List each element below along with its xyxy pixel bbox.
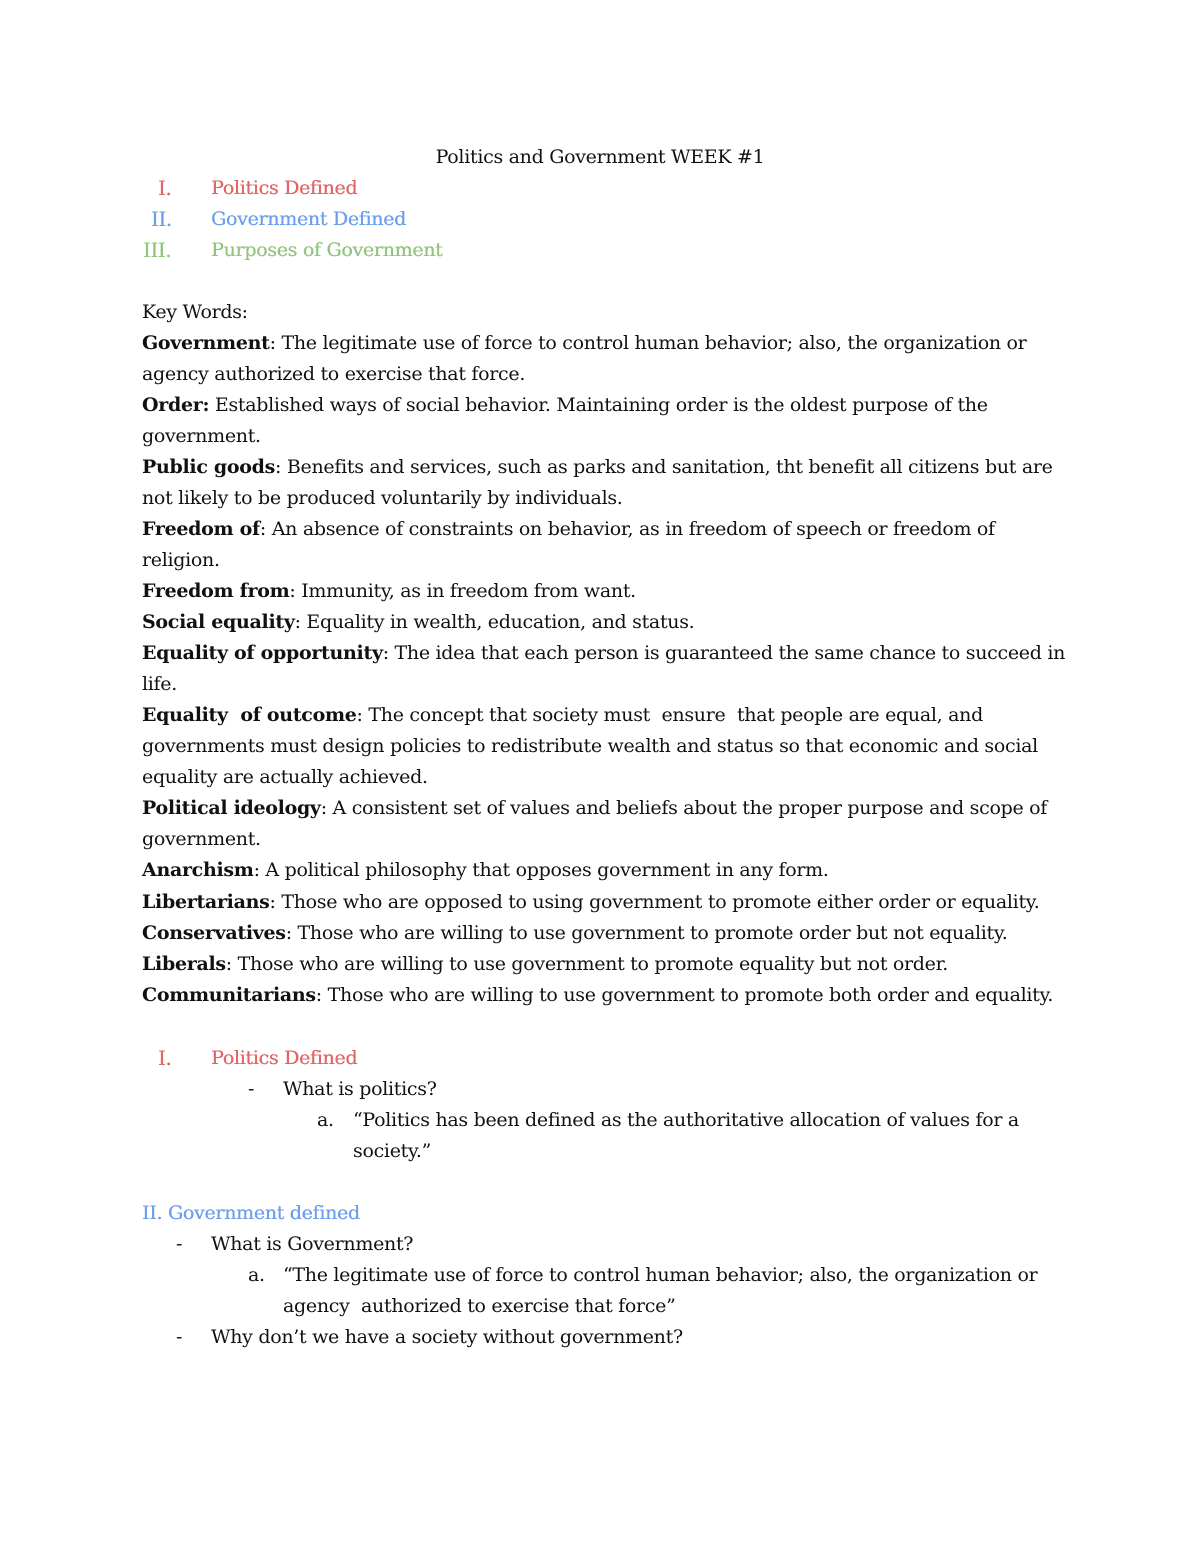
definition-text: governments must design policies to redistribute wealth and status so that economic and social: [142, 735, 1038, 757]
term: Order:: [142, 394, 210, 416]
definition-communitarians: [142, 980, 1053, 1011]
definition-social-equality: [142, 607, 694, 638]
definition-text: : An absence of constraints on behavior, as in freedom of speech or freedom of: [259, 518, 995, 540]
definition-text: : Immunity, as in freedom from want.: [289, 580, 636, 602]
list-marker: a.: [248, 1264, 265, 1286]
definition-text: : A consistent set of values and beliefs about the proper purpose and scope of: [320, 797, 1047, 819]
definition-text: government.: [142, 828, 261, 850]
outline-number: II.: [151, 208, 172, 231]
definition-libertarians: [142, 887, 1039, 918]
term: Government: [142, 332, 270, 354]
definition-text: life.: [142, 673, 177, 695]
definition-political-ideology: [142, 793, 1047, 824]
definition-text: government.: [142, 425, 261, 447]
bullet-dash: -: [248, 1078, 255, 1100]
term: Anarchism: [142, 859, 254, 881]
definition-anarchism: [142, 855, 829, 886]
definition-text: : The idea that each person is guaranteed the same chance to succeed in: [382, 642, 1066, 664]
definition-conservatives: [142, 918, 1008, 949]
definition-text: : Those who are willing to use government to promote equality but not order.: [225, 953, 949, 975]
definition-equality-of-outcome: [142, 700, 983, 731]
term: Freedom from: [142, 580, 290, 602]
outline-item-government-defined: Government Defined: [211, 208, 406, 230]
definition-text: : The legitimate use of force to control human behavior; also, the organization or: [269, 332, 1027, 354]
question-text: What is Government?: [211, 1233, 414, 1255]
definition-text: Established ways of social behavior. Maintaining order is the oldest purpose of the: [209, 394, 988, 416]
definition-freedom-of: [142, 514, 995, 545]
definition-text: equality are actually achieved.: [142, 766, 428, 788]
list-marker: a.: [317, 1109, 334, 1131]
definition-freedom-from: [142, 576, 636, 607]
section-heading: II. Government defined: [142, 1202, 360, 1224]
term: Political ideology: [142, 797, 321, 819]
definition-text: : The concept that society must ensure that people are equal, and: [356, 704, 983, 726]
term: Equality of outcome: [142, 704, 357, 726]
definition-text: : A political philosophy that opposes government in any form.: [253, 859, 829, 881]
definition-text: : Benefits and services, such as parks and sanitation, tht benefit all citizens but are: [275, 456, 1053, 478]
definition-text: agency authorized to exercise that force.: [142, 363, 526, 385]
answer-text: “Politics has been defined as the authoritative allocation of values for a: [353, 1109, 1019, 1131]
question-text: What is politics?: [283, 1078, 437, 1100]
outline-item-politics-defined: Politics Defined: [211, 177, 358, 199]
term: Communitarians: [142, 984, 316, 1006]
definition-text: : Those who are opposed to using government to promote either order or equality.: [269, 891, 1040, 913]
definition-public-goods: [142, 452, 1053, 483]
term: Public goods: [142, 456, 276, 478]
term: Freedom of: [142, 518, 260, 540]
outline-item-purposes-of-government: Purposes of Government: [211, 239, 443, 261]
term: Conservatives: [142, 922, 286, 944]
definition-government: [142, 328, 1026, 359]
answer-text: “The legitimate use of force to control human behavior; also, the organization or: [283, 1264, 1038, 1286]
definition-text: not likely to be produced voluntarily by individuals.: [142, 487, 623, 509]
definition-text: : Those who are willing to use government to promote order but not equality.: [285, 922, 1008, 944]
section-number: I.: [158, 1047, 172, 1070]
keywords-heading: Key Words:: [142, 301, 248, 323]
definition-text: : Equality in wealth, education, and status.: [294, 611, 695, 633]
term: Libertarians: [142, 891, 270, 913]
definition-equality-of-opportunity: [142, 638, 1065, 669]
term: Social equality: [142, 611, 295, 633]
bullet-dash: -: [176, 1233, 183, 1255]
answer-text: society.”: [353, 1140, 432, 1162]
page-title: Politics and Government WEEK #1: [435, 146, 765, 168]
term: Liberals: [142, 953, 226, 975]
definition-liberals: [142, 949, 948, 980]
definition-text: : Those who are willing to use government to promote both order and equality.: [315, 984, 1054, 1006]
definition-text: religion.: [142, 549, 220, 571]
answer-text: agency authorized to exercise that force”: [283, 1295, 676, 1317]
term: Equality of opportunity: [142, 642, 383, 664]
definition-order: [142, 390, 988, 421]
outline-number: III.: [143, 239, 172, 262]
question-text: Why don’t we have a society without government?: [211, 1326, 683, 1348]
section-heading: Politics Defined: [211, 1047, 358, 1069]
bullet-dash: -: [176, 1326, 183, 1348]
outline-number: I.: [158, 177, 172, 200]
